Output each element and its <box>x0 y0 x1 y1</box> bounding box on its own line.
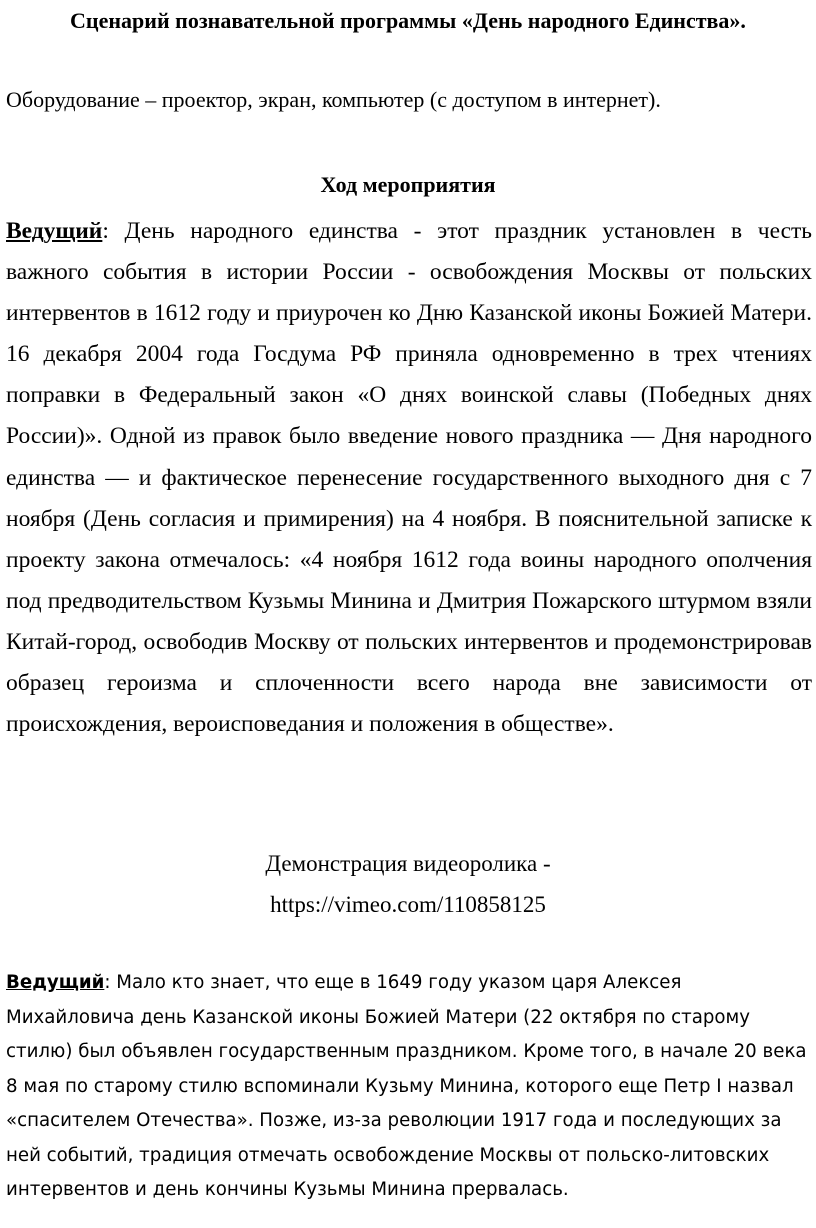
video-demo-block <box>0 843 816 925</box>
equipment-line: Оборудование – проектор, экран, компьютер (с доступом в интернет). <box>6 87 661 112</box>
host-paragraph-1 <box>6 211 812 745</box>
video-demo-label: Демонстрация видеоролика - <box>265 851 551 876</box>
document-title: Сценарий познавательной программы «День народного Единства». <box>70 8 746 33</box>
host-paragraph-2 <box>6 966 812 1208</box>
speaker-label: Ведущий <box>6 972 105 993</box>
video-link[interactable]: https://vimeo.com/110858125 <box>270 892 546 917</box>
speaker-label: Ведущий <box>6 218 103 244</box>
paragraph-1-text: : День народного единства - этот праздник установлен в честь важного события в истории России - освобождения Москвы от польских интервентов в 1612 году и приурочен ко Дню Казанской иконы Божией Матери. 16 декабря 2004 года Госдума РФ приняла одновременно в трех чтениях поправки в Федеральный закон «О днях воинской славы (Победных днях России)». Одной из правок было введение нового праздника — Дня народного единства — и фактическое перенесение государственного выходного дня с 7 ноября (День согласия и примирения) на 4 ноября. В пояснительной записке к проекту закона отмечалось: «4 ноября 1612 года воины народного ополчения под предводительством Кузьмы Минина и Дмитрия Пожарского штурмом взяли Китай-город, освободив Москву от польских интервентов и продемонстрировав образец героизма и сплоченности всего народа вне зависимости от происхождения, вероисповедания и положения в обществе». <box>6 218 812 738</box>
paragraph-2-text: : Мало кто знает, что еще в 1649 году указом царя Алексея Михайловича день Казанской иконы Божией Матери (22 октября по старому стилю) был объявлен государственным праздником. Кроме того, в начале 20 века 8 мая по старому стилю вспоминали Кузьму Минина, которого еще Петр I назвал «спасителем Отечества». Позже, из-за революции 1917 года и последующих за ней событий, традиция отмечать освобождение Москвы от польско-литовских интервентов и день кончины Кузьмы Минина прервалась. <box>6 972 807 1200</box>
section-heading: Ход мероприятия <box>320 172 496 197</box>
